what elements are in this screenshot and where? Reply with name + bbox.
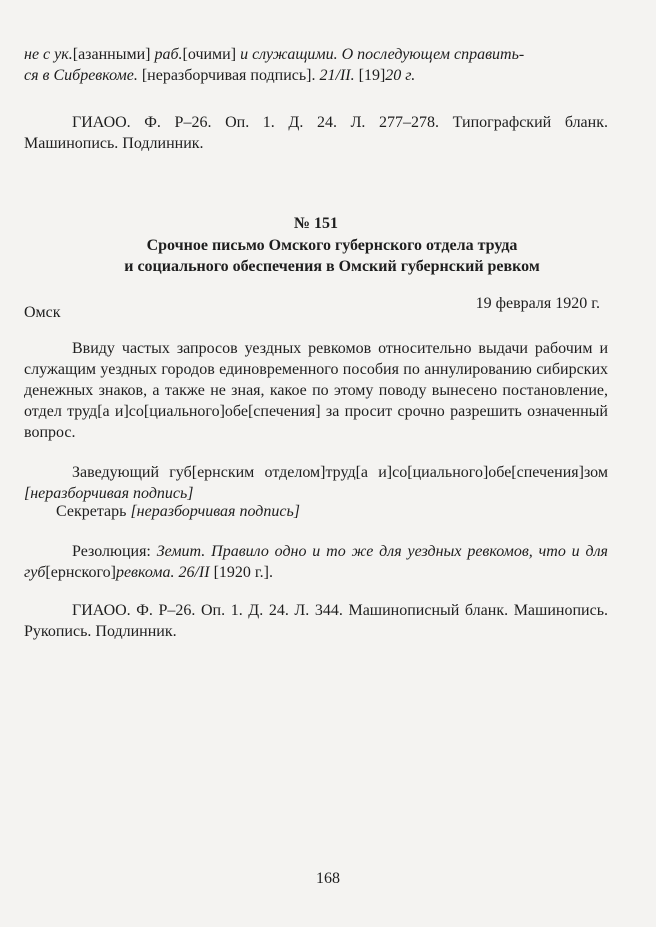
resolution-text: ревкома. 26/II [115, 564, 210, 581]
secretary-label: Секретарь [56, 503, 127, 520]
document-place: Омск [24, 304, 61, 321]
resolution-bracket: [ернского] [45, 564, 116, 581]
signature-head-note: [неразборчивая подпись] [24, 485, 194, 502]
archive-reference-1: ГИАОО. Ф. Р–26. Оп. 1. Д. 24. Л. 277–278. Типографский бланк. Машинопись. Подлинник. [24, 114, 608, 152]
document-title-line-2: и социального обеспечения в Омский губернский ревком [124, 258, 540, 275]
document-body: Ввиду частых запросов уездных ревкомов относительно выдачи рабочим и служащим уездных городов единовременного пособия по аннулированию сибирских денежных знаков, а также не зная, какое по этому поводу вынесено постановление, отдел труд[а и]со[циального]обе[спечения] за просит срочно разрешить означенный вопрос. [24, 340, 608, 441]
continuation-bracket: [азанными] [72, 46, 151, 63]
continuation-text: и служащими. О последующем справить- [236, 46, 525, 63]
continuation-year: 20 г. [385, 67, 416, 84]
continuation-bracket: [очими] [182, 46, 237, 63]
resolution-text: Земит. Правило одно и то же для уездных ревкомов, что и для губ [24, 543, 608, 581]
continuation-signature-note: [неразборчивая подпись]. [137, 67, 316, 84]
signature-head: Заведующий губ[ернским отделом]труд[а и]со[циального]обе[спечения]зом [72, 464, 608, 481]
resolution-year: [1920 г.]. [209, 564, 273, 581]
secretary-block [56, 503, 300, 521]
continuation-text: ся в Сибревкоме. [24, 67, 138, 84]
continuation-date: 21/II. [315, 67, 355, 84]
document-number: № 151 [293, 215, 339, 232]
continuation-year-bracket: [19] [354, 67, 386, 84]
resolution-block [24, 541, 608, 583]
continuation-text: раб. [150, 46, 183, 63]
archive-reference-2: ГИАОО. Ф. Р–26. Оп. 1. Д. 24. Л. 344. Машинописный бланк. Машинопись. Рукопись. Подлинник. [24, 602, 608, 640]
signature-head-block [24, 462, 608, 504]
previous-document-continuation [24, 44, 608, 86]
page-number: 168 [316, 870, 340, 887]
document-title-line-1: Срочное письмо Омского губернского отдела труда [146, 237, 518, 254]
document-date: 19 февраля 1920 г. [475, 295, 600, 312]
resolution-label: Резолюция: [72, 543, 157, 560]
secretary-note: [неразборчивая подпись] [126, 503, 300, 520]
continuation-text: не с ук. [24, 46, 73, 63]
